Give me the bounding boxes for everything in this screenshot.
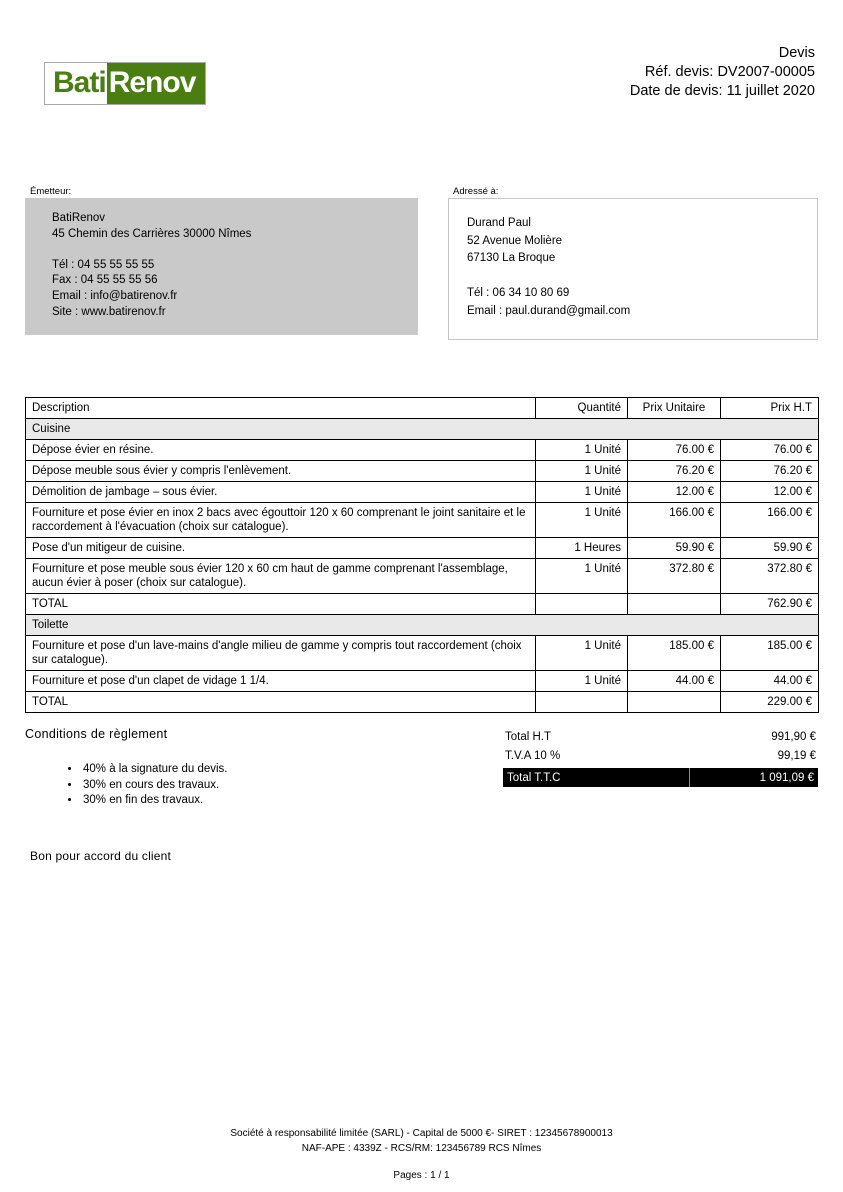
column-header-description: Description: [26, 398, 536, 419]
table-row: [26, 538, 819, 559]
sender-street: 45 Chemin des Carrières 30000 Nîmes: [52, 227, 252, 240]
item-unit-price: 166.00 €: [628, 503, 721, 538]
item-description: Fourniture et pose d'un clapet de vidage 1 1/4.: [26, 671, 536, 692]
item-description: Fourniture et pose évier en inox 2 bacs avec égouttoir 120 x 60 comprenant le joint sanitaire et le raccordement à l'évacuation (choix sur catalogue).: [26, 503, 536, 538]
logo-text-renov: Renov: [107, 63, 206, 104]
page-count: Pages : 1 / 1: [393, 1170, 450, 1181]
item-description: Fourniture et pose meuble sous évier 120 x 60 cm haut de gamme comprenant l'assemblage, aucun évier à poser (choix sur catalogue).: [26, 559, 536, 594]
document-meta: [630, 44, 815, 101]
sender-label: Émetteur:: [30, 186, 72, 197]
sender-address-box: [25, 198, 418, 335]
table-row: [26, 440, 819, 461]
item-unit-price: 76.20 €: [628, 461, 721, 482]
payment-terms-title: Conditions de règlement: [25, 727, 168, 741]
item-quantity: 1 Unité: [536, 559, 628, 594]
section-total-row-toilette: [26, 692, 819, 713]
total-ht-row: [503, 727, 818, 747]
sender-website: Site : www.batirenov.fr: [52, 305, 166, 318]
recipient-city: 67130 La Broque: [467, 252, 556, 264]
item-quantity: 1 Unité: [536, 482, 628, 503]
section-total-value: 762.90 €: [721, 594, 819, 615]
item-total: 372.80 €: [721, 559, 819, 594]
item-description: Démolition de jambage – sous évier.: [26, 482, 536, 503]
item-unit-price: 185.00 €: [628, 636, 721, 671]
empty-cell: [536, 594, 628, 615]
client-approval-text: Bon pour accord du client: [30, 849, 172, 863]
section-total-label: TOTAL: [26, 692, 536, 713]
table-row: [26, 636, 819, 671]
column-header-quantity: Quantité: [536, 398, 628, 419]
item-total: 44.00 €: [721, 671, 819, 692]
item-quantity: 1 Heures: [536, 538, 628, 559]
item-total: 59.90 €: [721, 538, 819, 559]
section-label: Toilette: [26, 615, 819, 636]
sender-email: Email : info@batirenov.fr: [52, 289, 178, 302]
item-total: 12.00 €: [721, 482, 819, 503]
item-quantity: 1 Unité: [536, 440, 628, 461]
recipient-email: Email : paul.durand@gmail.com: [467, 304, 631, 317]
section-row-toilette: [26, 615, 819, 636]
item-quantity: 1 Unité: [536, 636, 628, 671]
item-unit-price: 372.80 €: [628, 559, 721, 594]
empty-cell: [628, 692, 721, 713]
payment-terms-list: [25, 762, 455, 809]
table-row: [26, 503, 819, 538]
item-quantity: 1 Unité: [536, 671, 628, 692]
company-logo: [44, 62, 206, 105]
column-header-total: Prix H.T: [721, 398, 819, 419]
empty-cell: [628, 594, 721, 615]
section-total-label: TOTAL: [26, 594, 536, 615]
total-ttc-row: [503, 768, 818, 787]
item-total: 76.20 €: [721, 461, 819, 482]
payment-term-item: • 40% à la signature du devis.: [81, 762, 455, 778]
recipient-street: 52 Avenue Molière: [467, 234, 563, 247]
item-unit-price: 76.00 €: [628, 440, 721, 461]
empty-cell: [536, 692, 628, 713]
sender-blank-line: [52, 242, 408, 258]
item-description: Fourniture et pose d'un lave-mains d'angle milieu de gamme y compris tout raccordement (choix sur catalogue).: [26, 636, 536, 671]
totals-summary: [503, 727, 818, 787]
document-reference: Réf. devis: DV2007-00005: [644, 64, 815, 80]
payment-terms: [25, 727, 455, 809]
tva-value: 99,19 €: [777, 750, 816, 763]
table-row: [26, 671, 819, 692]
tva-label: T.V.A 10 %: [505, 750, 561, 763]
item-description: Dépose meuble sous évier y compris l'enlèvement.: [26, 461, 536, 482]
items-table: [25, 397, 819, 713]
table-row: [26, 482, 819, 503]
section-total-row-cuisine: [26, 594, 819, 615]
section-label: Cuisine: [26, 419, 819, 440]
section-total-value: 229.00 €: [721, 692, 819, 713]
tva-row: [503, 747, 818, 767]
payment-term-item: • 30% en fin des travaux.: [81, 793, 455, 809]
payment-term-item: • 30% en cours des travaux.: [81, 778, 455, 794]
item-unit-price: 12.00 €: [628, 482, 721, 503]
sender-phone: Tél : 04 55 55 55 55: [52, 258, 155, 271]
document-date: Date de devis: 11 juillet 2020: [629, 83, 815, 99]
total-ht-label: Total H.T: [505, 730, 552, 743]
legal-footer-line1: Société à responsabilité limitée (SARL) - Capital de 5000 €- SIRET : 12345678900013: [230, 1128, 613, 1139]
item-description: Pose d'un mitigeur de cuisine.: [26, 538, 536, 559]
recipient-address-box: [448, 198, 818, 340]
recipient-blank-line: [467, 268, 807, 286]
item-total: 76.00 €: [721, 440, 819, 461]
item-total: 185.00 €: [721, 636, 819, 671]
sender-name: BatiRenov: [52, 212, 106, 224]
total-ttc-label: Total T.T.C: [503, 768, 690, 787]
section-row-cuisine: [26, 419, 819, 440]
legal-footer-line2: NAF-APE : 4339Z - RCS/RM: 123456789 RCS Nîmes: [301, 1142, 542, 1154]
item-unit-price: 44.00 €: [628, 671, 721, 692]
item-quantity: 1 Unité: [536, 503, 628, 538]
table-header-row: [26, 398, 819, 419]
total-ttc-value: 1 091,09 €: [759, 771, 814, 784]
recipient-phone: Tél : 06 34 10 80 69: [467, 287, 570, 299]
document-title: Devis: [778, 45, 815, 61]
item-quantity: 1 Unité: [536, 461, 628, 482]
total-ht-value: 991,90 €: [771, 730, 816, 743]
sender-fax: Fax : 04 55 55 55 56: [52, 274, 158, 287]
column-header-unit-price: Prix Unitaire: [628, 398, 721, 419]
recipient-label: Adressé à:: [453, 186, 499, 197]
logo-text-bati: Bati: [45, 63, 107, 104]
item-total: 166.00 €: [721, 503, 819, 538]
legal-footer: [0, 1127, 843, 1156]
recipient-name: Durand Paul: [467, 217, 531, 229]
item-unit-price: 59.90 €: [628, 538, 721, 559]
table-row: [26, 559, 819, 594]
item-description: Dépose évier en résine.: [26, 440, 536, 461]
table-row: [26, 461, 819, 482]
